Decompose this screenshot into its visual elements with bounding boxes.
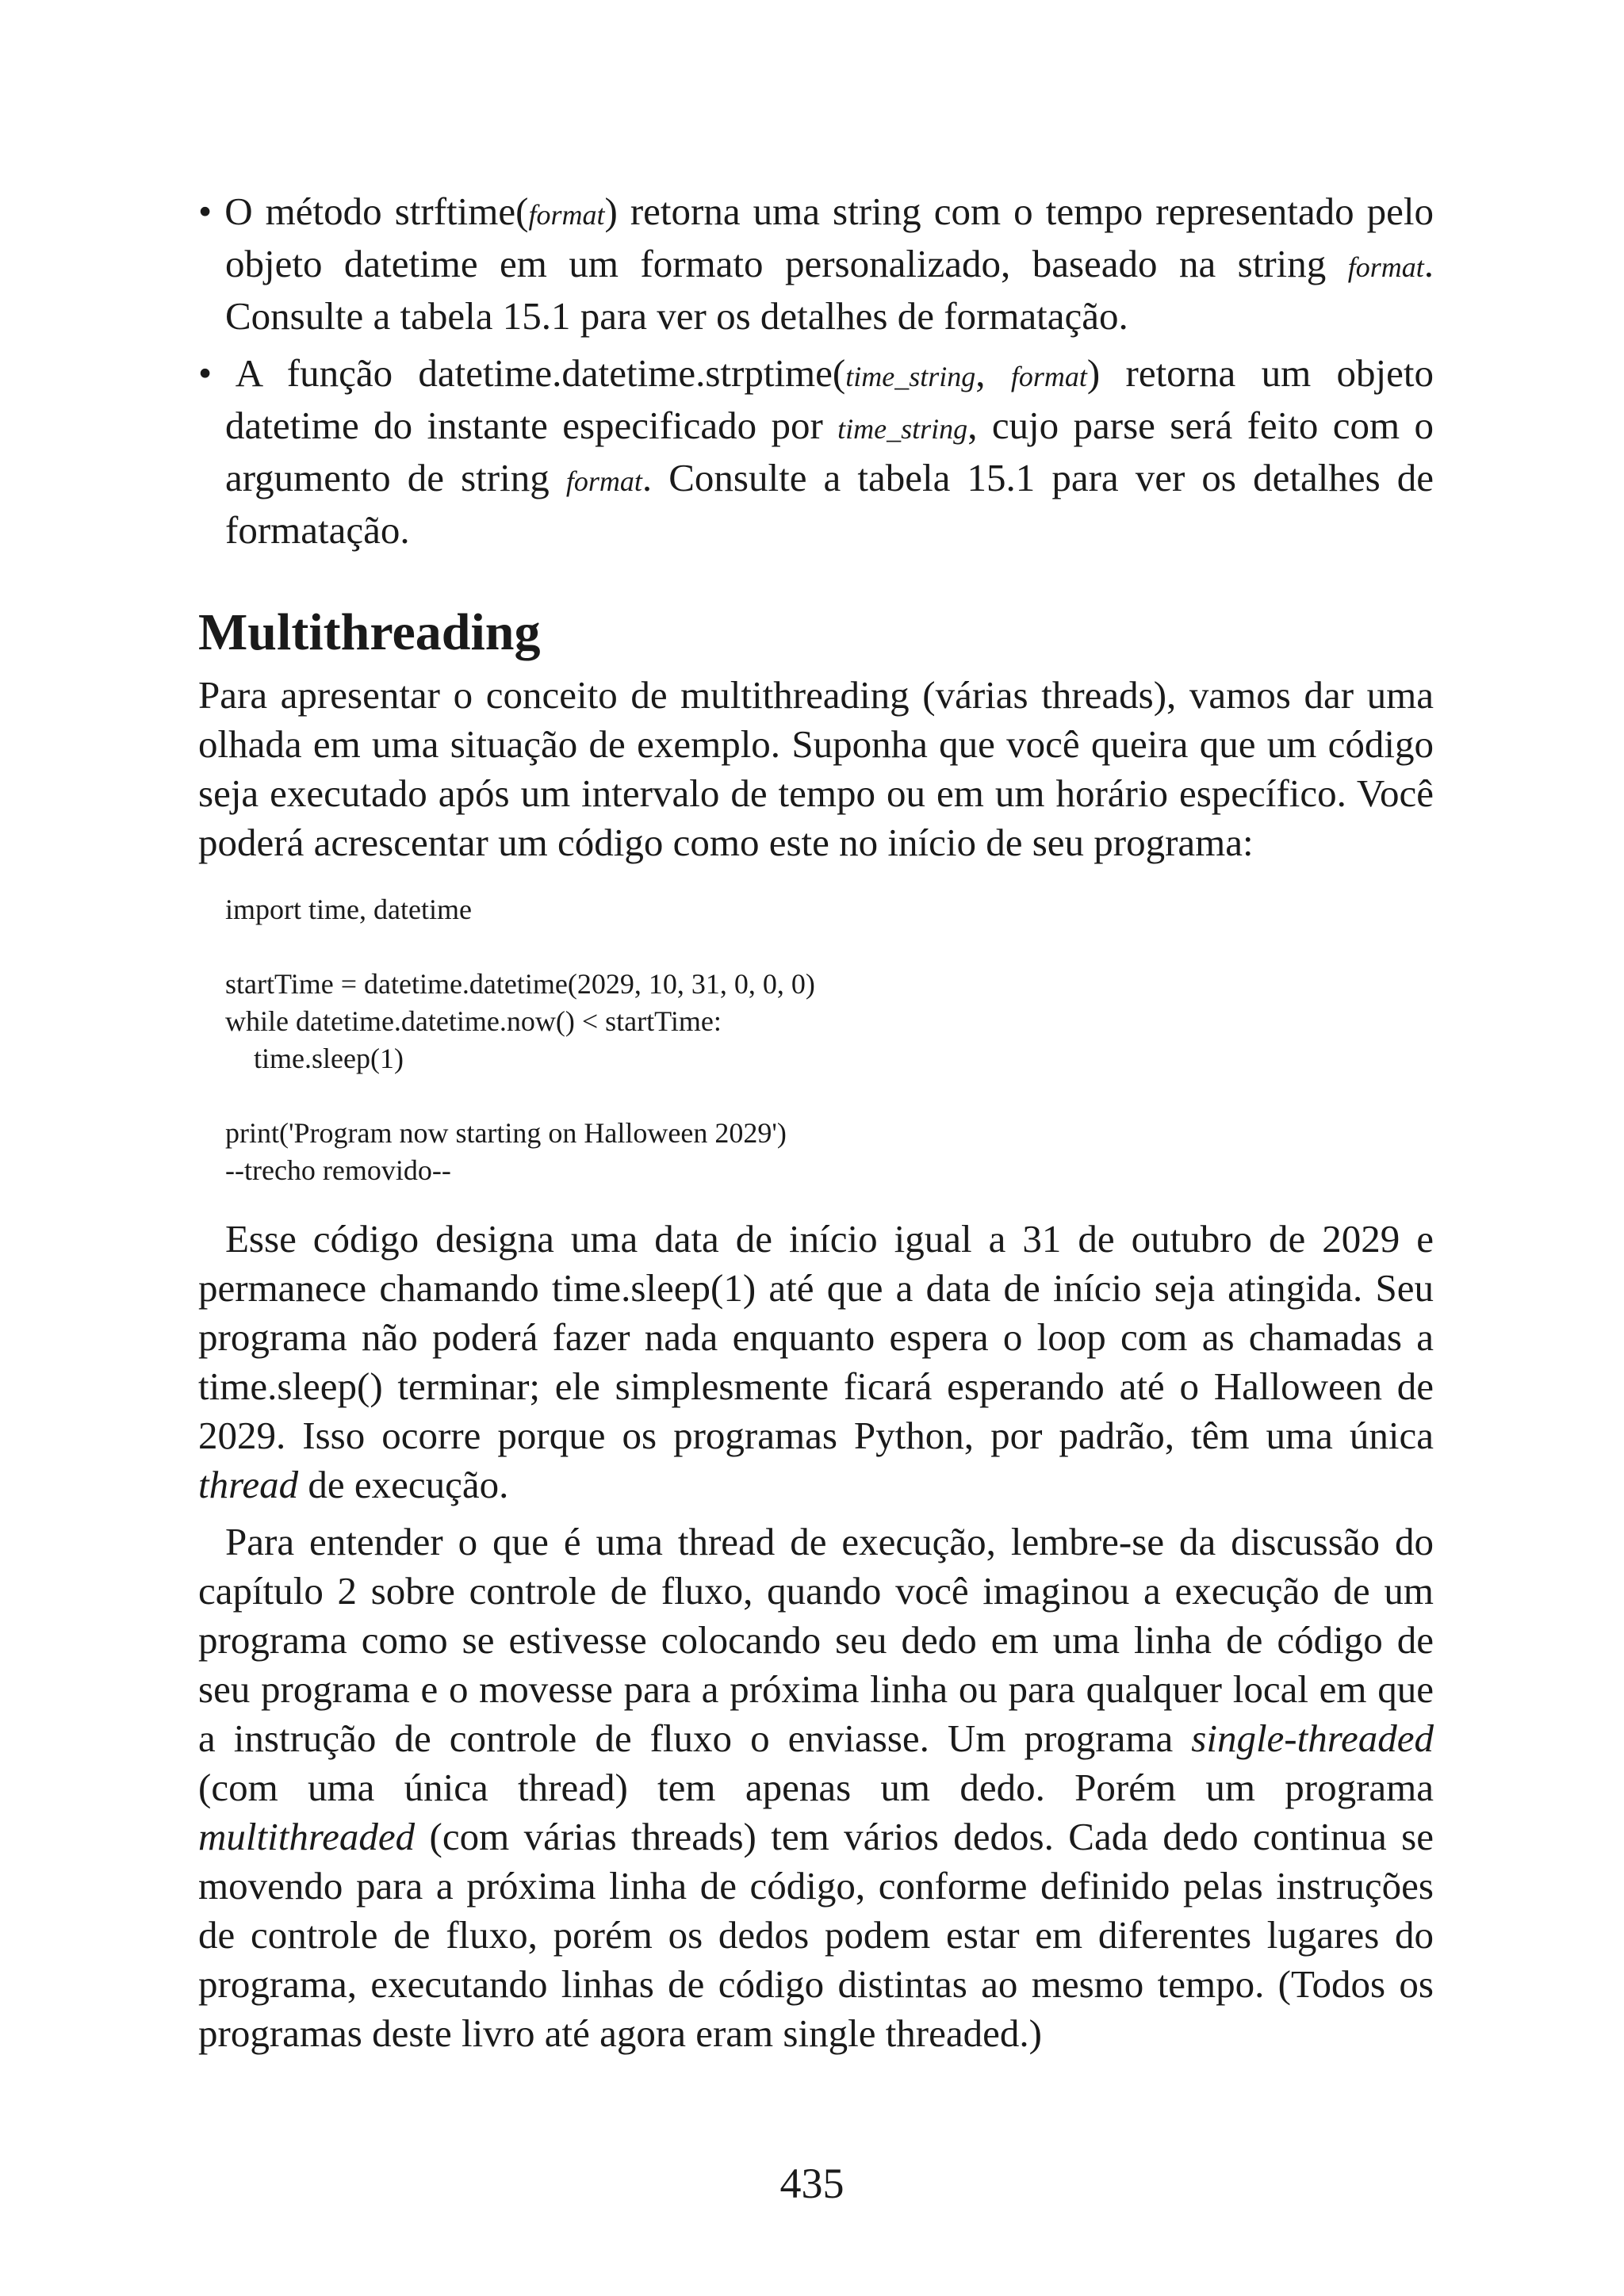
page-number: 435 bbox=[779, 2160, 845, 2207]
bullet-strftime bbox=[198, 187, 1434, 341]
emphasis: multithreaded bbox=[198, 1815, 416, 1858]
argument-name: format bbox=[565, 465, 642, 497]
code-line: print('Program now starting on Halloween 2029') bbox=[225, 1117, 787, 1149]
bullet-text: . Consulte a tabela 15.1 para ver os detalhes de formatação. bbox=[225, 456, 1434, 552]
paragraph-text: Esse código designa uma data de início igual a 31 de outubro de 2029 e permanece chamando time.sleep(1) até que a data de início seja atingida. Seu programa não poderá fazer nada enquanto espera o loop com as chamadas a time.sleep() terminar; ele simplesmente ficará esperando até o Halloween de 2029. Isso ocorre porque os programas Python, por padrão, têm uma única bbox=[198, 1217, 1434, 1457]
argument-name: time_string bbox=[837, 413, 968, 445]
page-content bbox=[198, 187, 1434, 2066]
code-line bbox=[225, 1077, 1434, 1115]
code-line: import time, datetime bbox=[225, 894, 472, 925]
section-heading: Multithreading bbox=[198, 603, 541, 661]
bullet-text: ) retorna uma string com o tempo representado pelo objeto datetime em um formato personalizado, baseado na string bbox=[225, 189, 1434, 285]
paragraph-text: Para entender o que é uma thread de execução, lembre-se da discussão do capítulo 2 sobre controle de fluxo, quando você imaginou a execução de um programa como se estivesse colocando seu dedo em uma linha de código de seu programa e o movesse para a próxima linha ou para qualquer local em que a instrução de controle de fluxo o enviasse. Um programa bbox=[198, 1520, 1434, 1760]
paragraph-text: de execução. bbox=[298, 1463, 509, 1506]
code-line: while datetime.datetime.now() < startTime: bbox=[225, 1005, 722, 1037]
code-line bbox=[225, 928, 1434, 966]
code-block bbox=[225, 891, 1434, 1189]
bullet-text: ) retorna um objeto datetime do instante especificado por bbox=[225, 351, 1434, 447]
code-line: time.sleep(1) bbox=[225, 1043, 404, 1074]
emphasis: thread bbox=[198, 1463, 299, 1506]
intro-paragraph: Para apresentar o conceito de multithreading (várias threads), vamos dar uma olhada em uma situação de exemplo. Suponha que você queira que um código seja executado após um intervalo de tempo ou em um horário específico. Você poderá acrescentar um código como este no início de seu programa: bbox=[198, 673, 1434, 864]
code-line: startTime = datetime.datetime(2029, 10, 31, 0, 0, 0) bbox=[225, 968, 815, 1000]
bullet-text: • O método strftime( bbox=[198, 189, 529, 233]
argument-name: time_string bbox=[845, 361, 976, 392]
emphasis: single-threaded bbox=[1191, 1716, 1434, 1760]
bullet-text: , cujo parse será feito com o argumento de string bbox=[225, 404, 1434, 499]
argument-name: format bbox=[1347, 251, 1424, 283]
paragraph-thread-explanation bbox=[198, 1517, 1434, 2058]
paragraph-text: (com várias threads) tem vários dedos. Cada dedo continua se movendo para a próxima linha de código, conforme definido pelas instruções de controle de fluxo, porém os dedos podem estar em diferentes lugares do programa, executando linhas de código distintas ao mesmo tempo. (Todos os programas deste livro até agora eram single threaded.) bbox=[198, 1815, 1434, 2055]
code-line: --trecho removido-- bbox=[225, 1154, 451, 1186]
argument-name: format bbox=[1010, 361, 1087, 392]
argument-name: format bbox=[528, 199, 605, 231]
bullet-text: . Consulte a tabela 15.1 para ver os detalhes de formatação. bbox=[225, 242, 1434, 338]
bullet-strptime bbox=[198, 349, 1434, 555]
paragraph-halloween bbox=[198, 1215, 1434, 1510]
bullet-text: • A função datetime.datetime.strptime( bbox=[198, 351, 846, 395]
bullet-text: , bbox=[975, 351, 1011, 395]
paragraph-text: (com uma única thread) tem apenas um dedo. Porém um programa bbox=[198, 1766, 1434, 1809]
